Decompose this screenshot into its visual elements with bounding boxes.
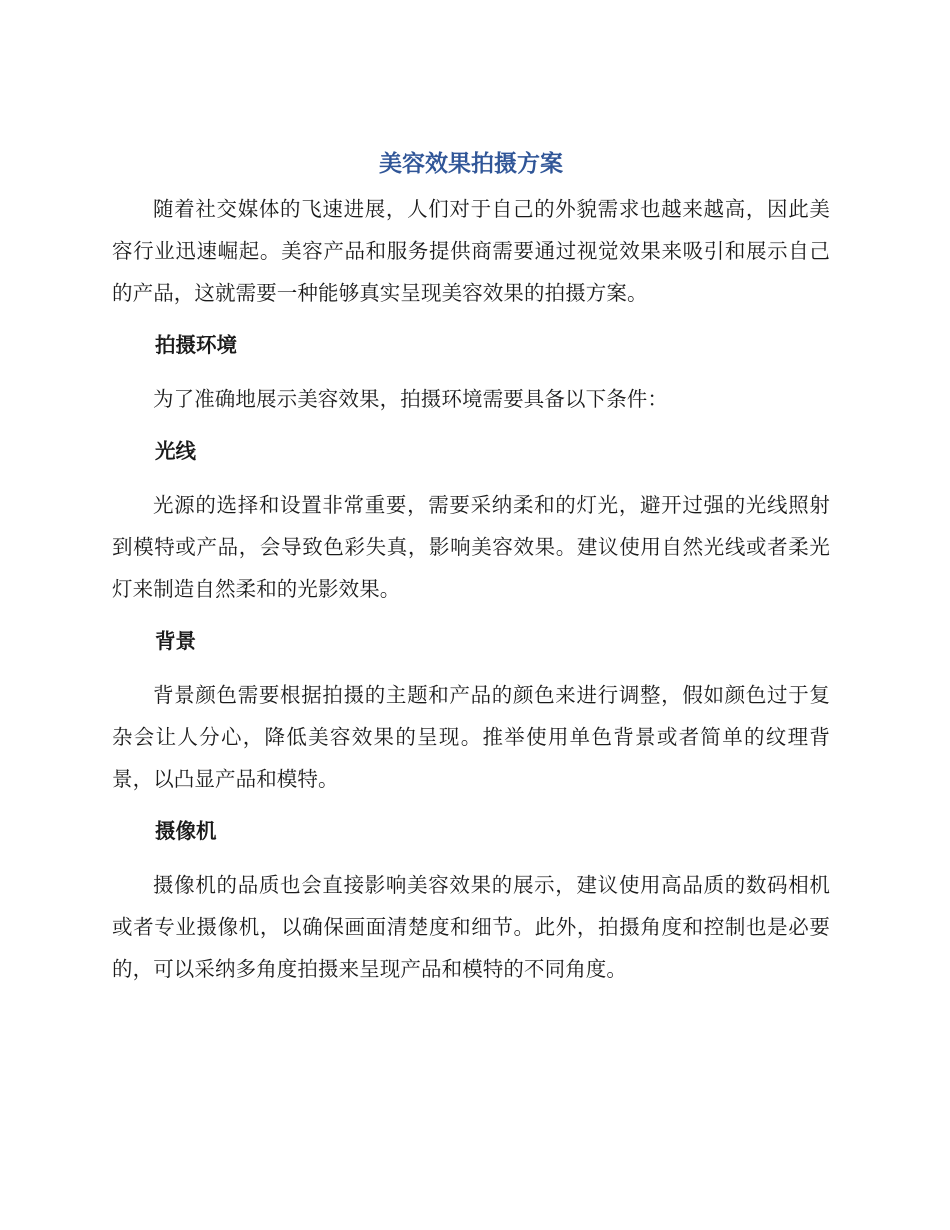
section-body-lighting: 光源的选择和设置非常重要，需要采纳柔和的灯光，避开过强的光线照射到模特或产品，会导致色彩失真，影响美容效果。建议使用自然光线或者柔光灯来制造自然柔和的光影效果。 (112, 493, 830, 601)
intro-paragraph: 随着社交媒体的飞速进展，人们对于自己的外貌需求也越来越高，因此美容行业迅速崛起。美容产品和服务提供商需要通过视觉效果来吸引和展示自己的产品，这就需要一种能够真实呈现美容效果的拍摄方案。 (112, 197, 830, 305)
section-heading-lighting: 光线 (155, 439, 196, 463)
document-title: 美容效果拍摄方案 (379, 151, 563, 177)
section-body-background: 背景颜色需要根据拍摄的主题和产品的颜色来进行调整，假如颜色过于复杂会让人分心，降低美容效果的呈现。推举使用单色背景或者简单的纹理背景，以凸显产品和模特。 (112, 683, 830, 791)
section-body-environment: 为了准确地展示美容效果，拍摄环境需要具备以下条件： (153, 387, 668, 411)
document-body (112, 146, 830, 990)
section-body-camera: 摄像机的品质也会直接影响美容效果的展示，建议使用高品质的数码相机或者专业摄像机，以确保画面清楚度和细节。此外，拍摄角度和控制也是必要的，可以采纳多角度拍摄来呈现产品和模特的不同角度。 (112, 873, 830, 981)
section-heading-environment: 拍摄环境 (155, 333, 237, 357)
section-heading-camera: 摄像机 (155, 819, 217, 843)
section-heading-background: 背景 (155, 629, 196, 653)
